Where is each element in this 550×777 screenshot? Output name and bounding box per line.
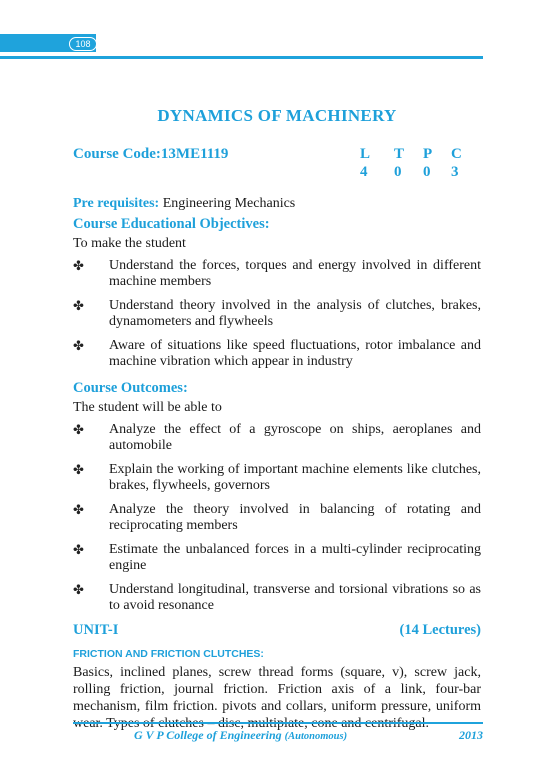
four-petal-flower-icon: ✤ (73, 298, 84, 313)
outcomes-heading: Course Outcomes: (73, 380, 188, 396)
list-item: ✤ Explain the working of important machine elements like clutches, brakes, flywheels, governors (73, 462, 481, 493)
ltpc-header-t: T (394, 146, 405, 162)
four-petal-flower-icon: ✤ (73, 502, 84, 517)
four-petal-flower-icon: ✤ (73, 338, 84, 353)
list-item: ✤ Understand theory involved in the analysis of clutches, brakes, dynamometers and flywheels (73, 298, 481, 329)
four-petal-flower-icon: ✤ (73, 462, 84, 477)
four-petal-flower-icon: ✤ (73, 582, 84, 597)
page-content (73, 100, 481, 732)
unit-text: Basics, inclined planes, screw thread forms (square, v), screw jack, rolling friction, journal friction. Friction axis of a link, four-bar mechanism, film friction. pivots and collars, uniform pressure, uniform (73, 665, 481, 714)
list-item: ✤ Estimate the unbalanced forces in a multi-cylinder reciprocating engine (73, 542, 481, 573)
course-code: Course Code:13ME1119 (73, 146, 229, 162)
ltpc-header-l: L (360, 146, 371, 162)
unit-name: UNIT-I (73, 622, 119, 638)
ltpc-value-t: 0 (394, 164, 402, 180)
list-item: ✤ Analyze the theory involved in balancing of rotating and reciprocating members (73, 502, 481, 533)
unit-subheading: FRICTION AND FRICTION CLUTCHES: (73, 648, 264, 660)
list-item: ✤ Understand the forces, torques and energy involved in different machine members (73, 258, 481, 289)
ltpc-value-p: 0 (423, 164, 431, 180)
objectives-list (73, 258, 481, 370)
ltpc-header-p: P (423, 146, 433, 162)
unit-header (73, 622, 481, 642)
footer-college-name: G V P College of Engineering (133, 728, 282, 742)
four-petal-flower-icon: ✤ (73, 542, 84, 557)
footer-autonomous: (Autonomous) (284, 731, 348, 742)
ltpc-value-l: 4 (360, 164, 368, 180)
ltpc-header-c: C (451, 146, 462, 162)
ltpc-value-c: 3 (451, 164, 459, 180)
course-title: DYNAMICS OF MACHINERY (157, 106, 397, 125)
objectives-intro: To make the student (73, 236, 186, 251)
objectives-heading: Course Educational Objectives: (73, 216, 270, 232)
unit-lectures: (14 Lectures) (399, 622, 481, 638)
outcomes-list (73, 422, 481, 614)
prerequisites (73, 194, 481, 214)
prerequisites-value: Engineering Mechanics (159, 196, 296, 211)
four-petal-flower-icon: ✤ (73, 258, 84, 273)
outcomes-intro: The student will be able to (73, 400, 222, 415)
footer-rule (73, 722, 483, 724)
header-rule (0, 56, 483, 59)
list-item: ✤ Understand longitudinal, transverse and torsional vibrations so as to avoid resonance (73, 582, 481, 613)
prerequisites-label: Pre requisites: (73, 196, 160, 211)
list-item: ✤ Aware of situations like speed fluctuations, rotor imbalance and machine vibration which appear in industry (73, 338, 481, 369)
footer-year: 2013 (459, 728, 483, 742)
footer-college (73, 728, 408, 743)
course-code-row (73, 146, 481, 184)
list-item: ✤ Analyze the effect of a gyroscope on ships, aeroplanes and automobile (73, 422, 481, 453)
four-petal-flower-icon: ✤ (73, 422, 84, 437)
footer (73, 728, 483, 744)
page-number: 108 (69, 37, 97, 51)
